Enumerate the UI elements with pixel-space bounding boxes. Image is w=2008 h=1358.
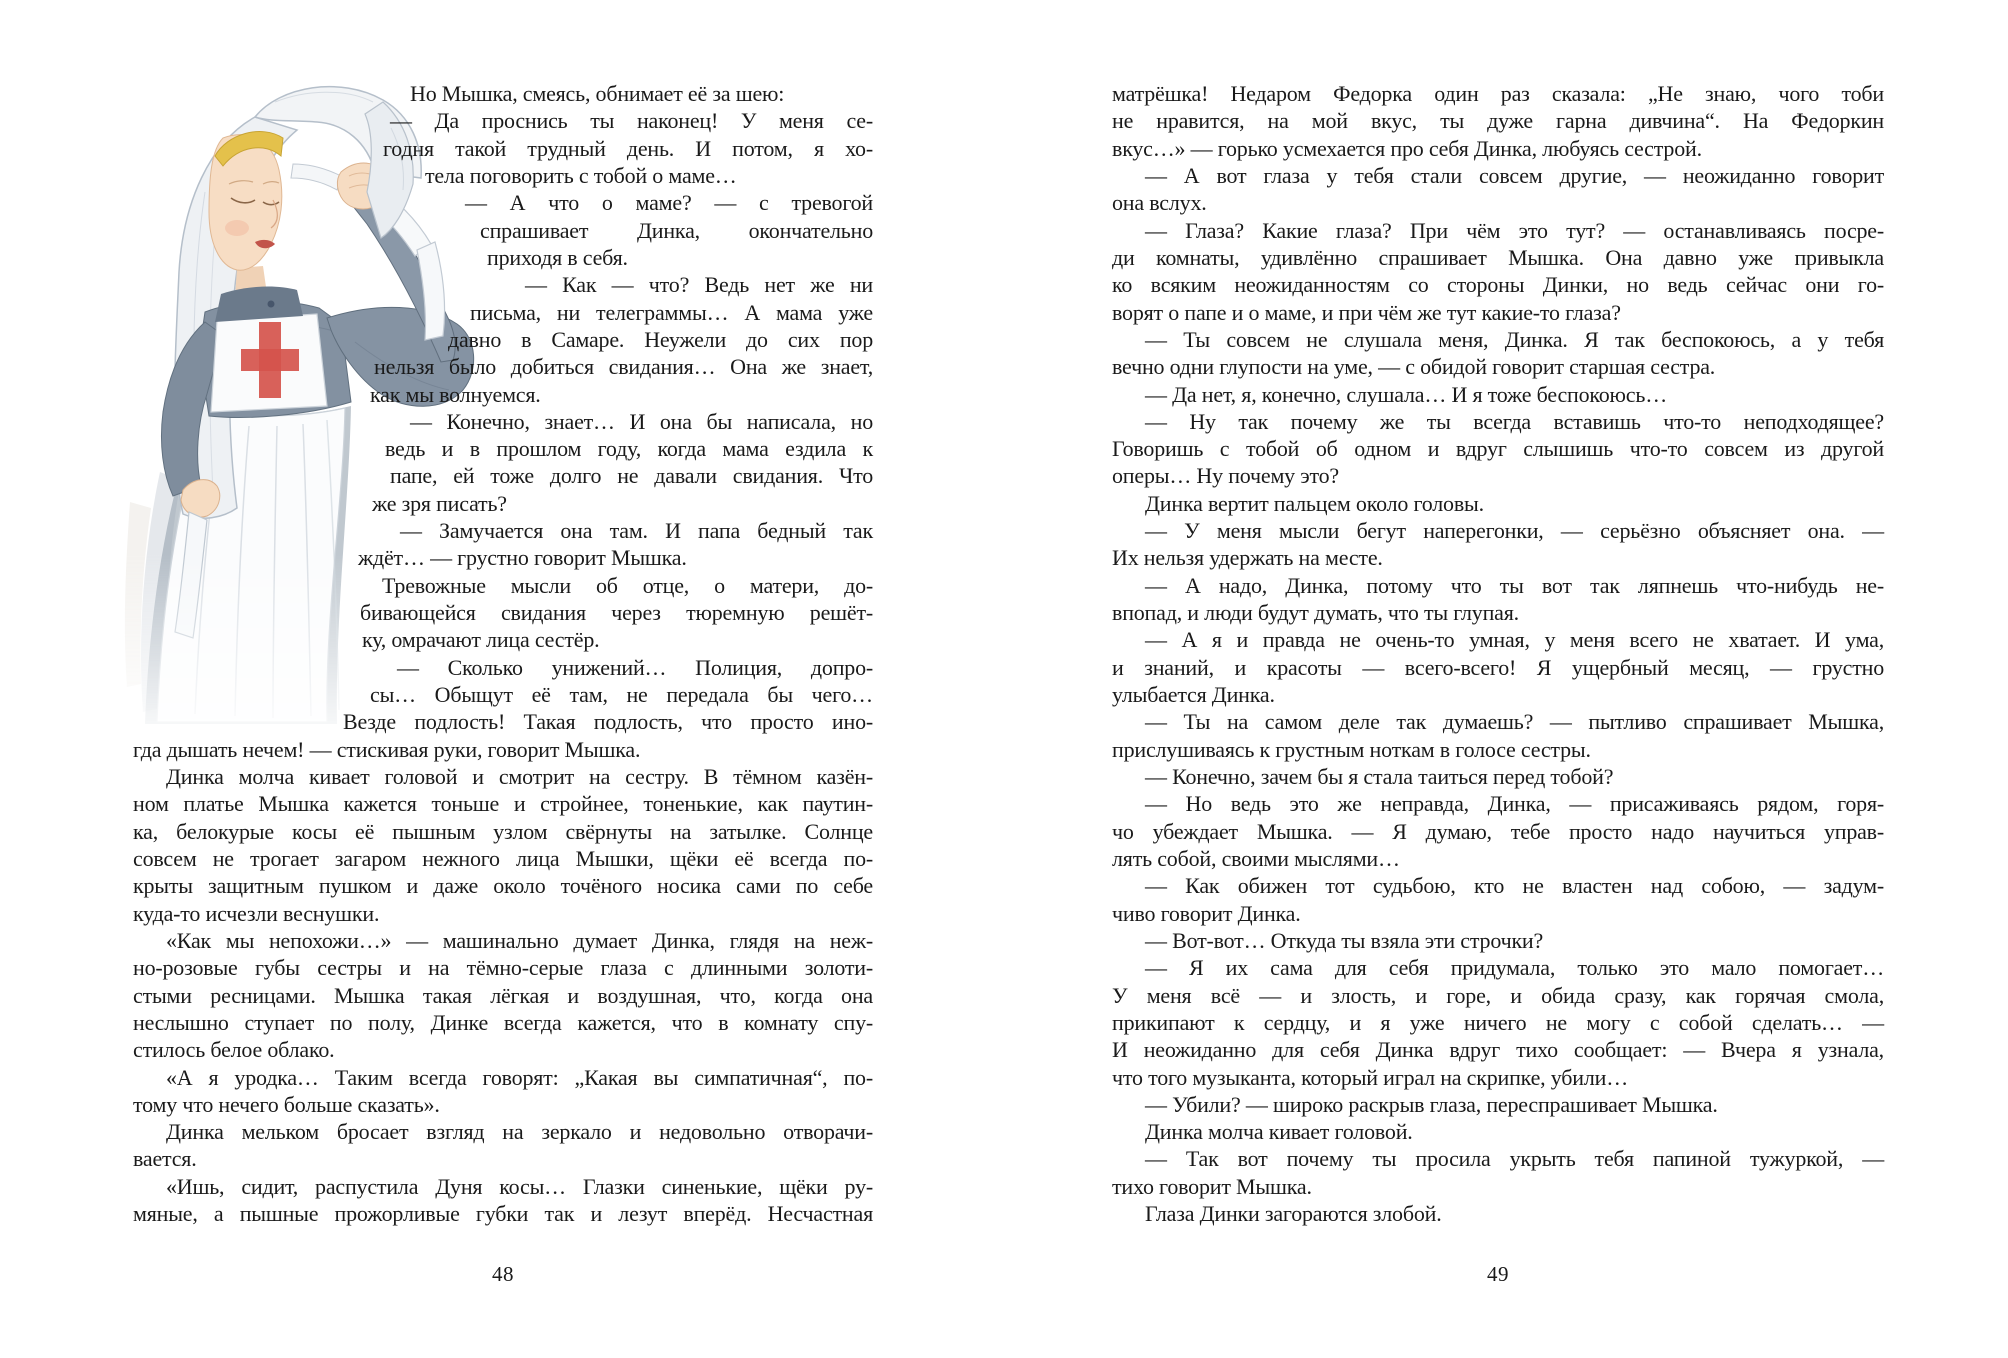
text-line: годня такой трудный день. И потом, я хо- — [383, 135, 873, 161]
text-line: Говоришь с тобой об одном и вдруг слышишь что-то совсем из другой — [1112, 436, 1884, 462]
text-line: Динка вертит пальцем около головы. — [1145, 490, 1484, 516]
text-line: Глаза Динки загораются злобой. — [1145, 1201, 1442, 1227]
text-line: нельзя было добиться свидания… Она же знает, — [374, 354, 873, 380]
text-line: улыбается Динка. — [1112, 682, 1275, 708]
text-line: чо убеждает Мышка. — Я думаю, тебе просто надо научиться управ- — [1112, 818, 1884, 844]
text-line: ждёт… — грустно говорит Мышка. — [358, 545, 687, 571]
text-line: спрашивает Динка, окончательно — [480, 217, 873, 243]
text-line: — Так вот почему ты просила укрыть тебя папиной тужуркой, — — [1145, 1146, 1884, 1172]
text-line: «Ишь, сидит, распустила Дуня косы… Глазки синенькие, щёки ру- — [166, 1173, 873, 1199]
text-line: же зря писать? — [372, 490, 507, 516]
text-line: стилось белое облако. — [133, 1037, 335, 1063]
text-line: сы… Обыщут её там, не передала бы чего… — [370, 682, 873, 708]
text-line: — Как обижен тот судьбою, кто не властен над собою, — задум- — [1145, 873, 1884, 899]
text-line: Динка молча кивает головой. — [1145, 1119, 1413, 1145]
text-line: папе, ей тоже долго не давали свидания. Что — [390, 463, 873, 489]
text-line: — Сколько унижений… Полиция, допро- — [397, 654, 873, 680]
text-line: — Конечно, знает… И она бы написала, но — [410, 408, 873, 434]
text-line: — Замучается она там. И папа бедный так — [400, 518, 873, 544]
text-line: как мы волнуемся. — [370, 381, 541, 407]
page-right — [1004, 0, 2008, 1358]
text-line: мяные, а пышные прожорливые губки так и лезут вперёд. Несчастная — [133, 1201, 873, 1227]
text-line: крыты защитным пушком и даже около точёного носика сами по себе — [133, 873, 873, 899]
text-line: куда-то исчезли веснушки. — [133, 900, 380, 926]
text-line: тихо говорит Мышка. — [1112, 1173, 1312, 1199]
text-line: что того музыканта, который играл на скрипке, убили… — [1112, 1064, 1628, 1090]
text-line: ведь и в прошлом году, когда мама ездила к — [385, 436, 873, 462]
text-line: И неожиданно для себя Динка вдруг тихо сообщает: — Вчера я узнала, — [1112, 1037, 1884, 1063]
text-line: не нравится, на мой вкус, ты дуже гарна дивчина“. На Федоркин — [1112, 108, 1884, 134]
text-line: приходя в себя. — [487, 244, 628, 270]
text-line: Везде подлость! Такая подлость, что просто ино- — [343, 709, 873, 735]
text-line: — Ну так почему же ты всегда вставишь что-то неподходящее? — [1145, 408, 1884, 434]
text-line: и знаний, и красоты — всего-всего! Я ущербный месяц, — грустно — [1112, 654, 1884, 680]
text-line: ка, белокурые косы её пышным узлом свёрнуты на затылке. Солнце — [133, 818, 873, 844]
text-line: письма, ни телеграммы… А мама уже — [470, 299, 873, 325]
text-line: давно в Самаре. Неужели до сих пор — [448, 326, 873, 352]
text-line: — Ты на самом деле так думаешь? — пытливо спрашивает Мышка, — [1145, 709, 1884, 735]
text-line: ко всяким неожиданностям со стороны Динки, но ведь сейчас они го- — [1112, 272, 1884, 298]
text-line: «Как мы непохожи…» — машинально думает Динка, глядя на неж- — [166, 927, 873, 953]
text-line: гда дышать нечем! — стискивая руки, говорит Мышка. — [133, 736, 641, 762]
text-line: впопад, и люди будут думать, что ты глупая. — [1112, 600, 1519, 626]
right-text-column — [1112, 80, 1884, 1280]
text-line: вается. — [133, 1146, 197, 1172]
text-line: совсем не трогает загаром нежного лица Мышки, щёки её всегда по- — [133, 845, 873, 871]
text-line: Но Мышка, смеясь, обнимает её за шею: — [410, 81, 785, 106]
text-line: ди комнаты, удивлённо спрашивает Мышка. Она давно уже привыкла — [1112, 244, 1884, 270]
page-number-right: 49 — [1487, 1262, 1509, 1286]
text-line: Динка мельком бросает взгляд на зеркало и недовольно отворачи- — [166, 1119, 873, 1145]
left-text-column — [133, 80, 873, 1280]
text-line: — Ты совсем не слушала меня, Динка. Я так беспокоюсь, а у тебя — [1145, 326, 1884, 352]
text-line: — Вот-вот… Откуда ты взяла эти строчки? — [1145, 927, 1544, 953]
text-line: лять собой, своими мыслями… — [1112, 845, 1400, 871]
text-line: ном платье Мышка кажется тоньше и стройнее, тоненькие, как паутин- — [133, 791, 873, 817]
text-line: бивающейся свидания через тюремную решёт- — [360, 600, 873, 626]
text-line: — А я и правда не очень-то умная, у меня всего не хватает. И ума, — [1145, 627, 1884, 653]
text-line: Динка молча кивает головой и смотрит на сестру. В тёмном казён- — [166, 764, 873, 789]
text-line: матрёшка! Недаром Федорка один раз сказала: „Не знаю, чого тоби — [1112, 81, 1884, 106]
text-line: оперы… Ну почему это? — [1112, 463, 1339, 489]
text-line: чиво говорит Динка. — [1112, 900, 1301, 926]
text-line: — А надо, Динка, потому что ты вот так ляпнешь что-нибудь не- — [1145, 572, 1884, 598]
text-line: — Убили? — широко раскрыв глаза, переспрашивает Мышка. — [1145, 1091, 1718, 1117]
text-line: Тревожные мысли об отце, о матери, до- — [382, 572, 873, 598]
text-line: прикипают к сердцу, и я уже ничего не могу с собой сделать… — — [1112, 1009, 1884, 1035]
text-line: «А я уродка… Таким всегда говорят: „Какая вы симпатичная“, по- — [166, 1064, 873, 1090]
text-line: ку, омрачают лица сестёр. — [362, 627, 600, 653]
page-number-left: 48 — [492, 1262, 514, 1286]
text-line: — А что о маме? — с тревогой — [465, 190, 873, 216]
text-line: тела поговорить с тобой о маме… — [425, 162, 737, 188]
text-line: стыми ресницами. Мышка такая лёгкая и воздушная, что, когда она — [133, 982, 873, 1008]
text-line: — Как — что? Ведь нет же ни — [525, 272, 873, 298]
text-line: она вслух. — [1112, 190, 1207, 216]
text-line: — Конечно, зачем бы я стала таиться перед тобой? — [1145, 764, 1614, 789]
text-line: — А вот глаза у тебя стали совсем другие, — неожиданно говорит — [1145, 162, 1884, 188]
text-line: неслышно ступает по полу, Динке всегда кажется, что в комнату спу- — [133, 1009, 873, 1035]
text-line: Их нельзя удержать на месте. — [1112, 545, 1383, 571]
text-line: вечно одни глупости на уме, — с обидой говорит старшая сестра. — [1112, 354, 1716, 380]
text-line: — Глаза? Какие глаза? При чём это тут? — останавливаясь посре- — [1145, 217, 1884, 243]
text-line: ворят о папе и о маме, и при чём же тут какие-то глаза? — [1112, 299, 1621, 325]
text-line: — Я их сама для себя придумала, только это мало помогает… — [1145, 955, 1884, 981]
text-line: — У меня мысли бегут наперегонки, — серьёзно объясняет она. — — [1145, 518, 1884, 544]
text-line: но-розовые губы сестры и на тёмно-серые глаза с длинными золоти- — [133, 955, 873, 981]
text-line: — Да проснись ты наконец! У меня се- — [390, 108, 873, 134]
text-line: У меня всё — и злость, и горе, и обида сразу, как горячая смола, — [1112, 982, 1884, 1008]
text-line: тому что нечего больше сказать». — [133, 1091, 440, 1117]
text-line: — Но ведь это же неправда, Динка, — присаживаясь рядом, горя- — [1145, 791, 1884, 817]
text-line: — Да нет, я, конечно, слушала… И я тоже беспокоюсь… — [1145, 381, 1667, 407]
text-line: прислушиваясь к грустным ноткам в голосе сестры. — [1112, 736, 1591, 762]
text-line: вкус…» — горько усмехается про себя Динка, любуясь сестрой. — [1112, 135, 1702, 161]
